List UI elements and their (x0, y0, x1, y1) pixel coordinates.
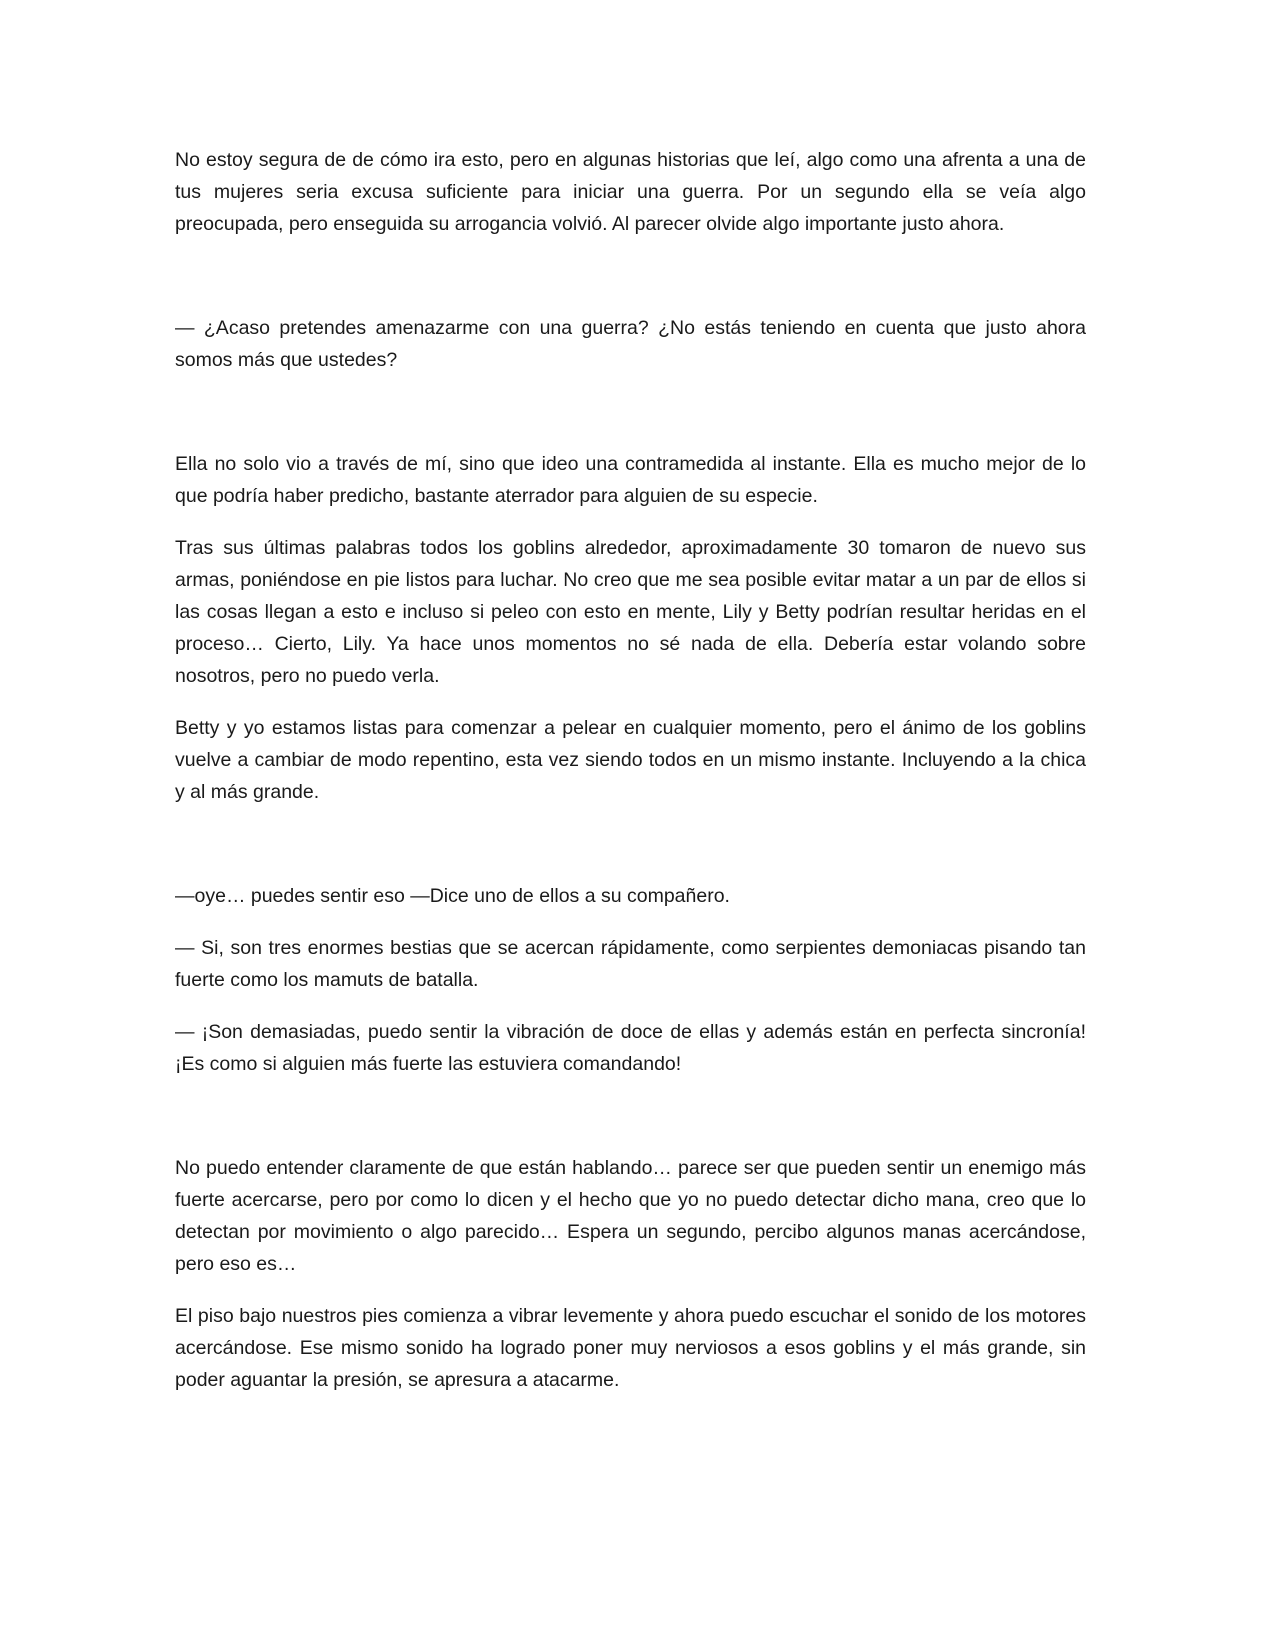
paragraph: El piso bajo nuestros pies comienza a vibrar levemente y ahora puedo escuchar el sonido de los motores acercándose. Ese mismo sonido ha logrado poner muy nerviosos a esos goblins y el más grande, sin poder aguantar la presión, se apresura a atacarme. (175, 1305, 1086, 1391)
paragraph: No puedo entender claramente de que están hablando… parece ser que pueden sentir un enemigo más fuerte acercarse, pero por como lo dicen y el hecho que yo no puedo detectar dicho mana, creo que lo detectan por movimiento o algo parecido… Espera un segundo, percibo algunos manas acercándose, pero eso es… (175, 1157, 1086, 1275)
dialogue-paragraph: — ¿Acaso pretendes amenazarme con una guerra? ¿No estás teniendo en cuenta que justo ahora somos más que ustedes? (175, 317, 1086, 371)
paragraph: Tras sus últimas palabras todos los goblins alrededor, aproximadamente 30 tomaron de nuevo sus armas, poniéndose en pie listos para luchar. No creo que me sea posible evitar matar a un par de ellos si las cosas llegan a esto e incluso si peleo con esto en mente, Lily y Betty podrían resultar heridas en el proceso… Cierto, Lily. Ya hace unos momentos no sé nada de ella. Debería estar volando sobre nosotros, pero no puedo verla. (175, 537, 1086, 687)
dialogue-paragraph: — Si, son tres enormes bestias que se acercan rápidamente, como serpientes demoniacas pisando tan fuerte como los mamuts de batalla. (175, 937, 1086, 991)
paragraph: Betty y yo estamos listas para comenzar a pelear en cualquier momento, pero el ánimo de los goblins vuelve a cambiar de modo repentino, esta vez siendo todos en un mismo instante. Incluyendo a la chica y al más grande. (175, 717, 1086, 803)
text-body (175, 144, 1086, 1416)
paragraph: Ella no solo vio a través de mí, sino que ideo una contramedida al instante. Ella es mucho mejor de lo que podría haber predicho, bastante aterrador para alguien de su especie. (175, 453, 1086, 507)
paragraph: No estoy segura de de cómo ira esto, pero en algunas historias que leí, algo como una afrenta a una de tus mujeres seria excusa suficiente para iniciar una guerra. Por un segundo ella se veía algo preocupada, pero enseguida su arrogancia volvió. Al parecer olvide algo importante justo ahora. (175, 149, 1086, 235)
dialogue-paragraph: —oye… puedes sentir eso —Dice uno de ellos a su compañero. (175, 885, 730, 907)
dialogue-paragraph: — ¡Son demasiadas, puedo sentir la vibración de doce de ellas y además están en perfecta sincronía! ¡Es como si alguien más fuerte las estuviera comandando! (175, 1021, 1086, 1075)
